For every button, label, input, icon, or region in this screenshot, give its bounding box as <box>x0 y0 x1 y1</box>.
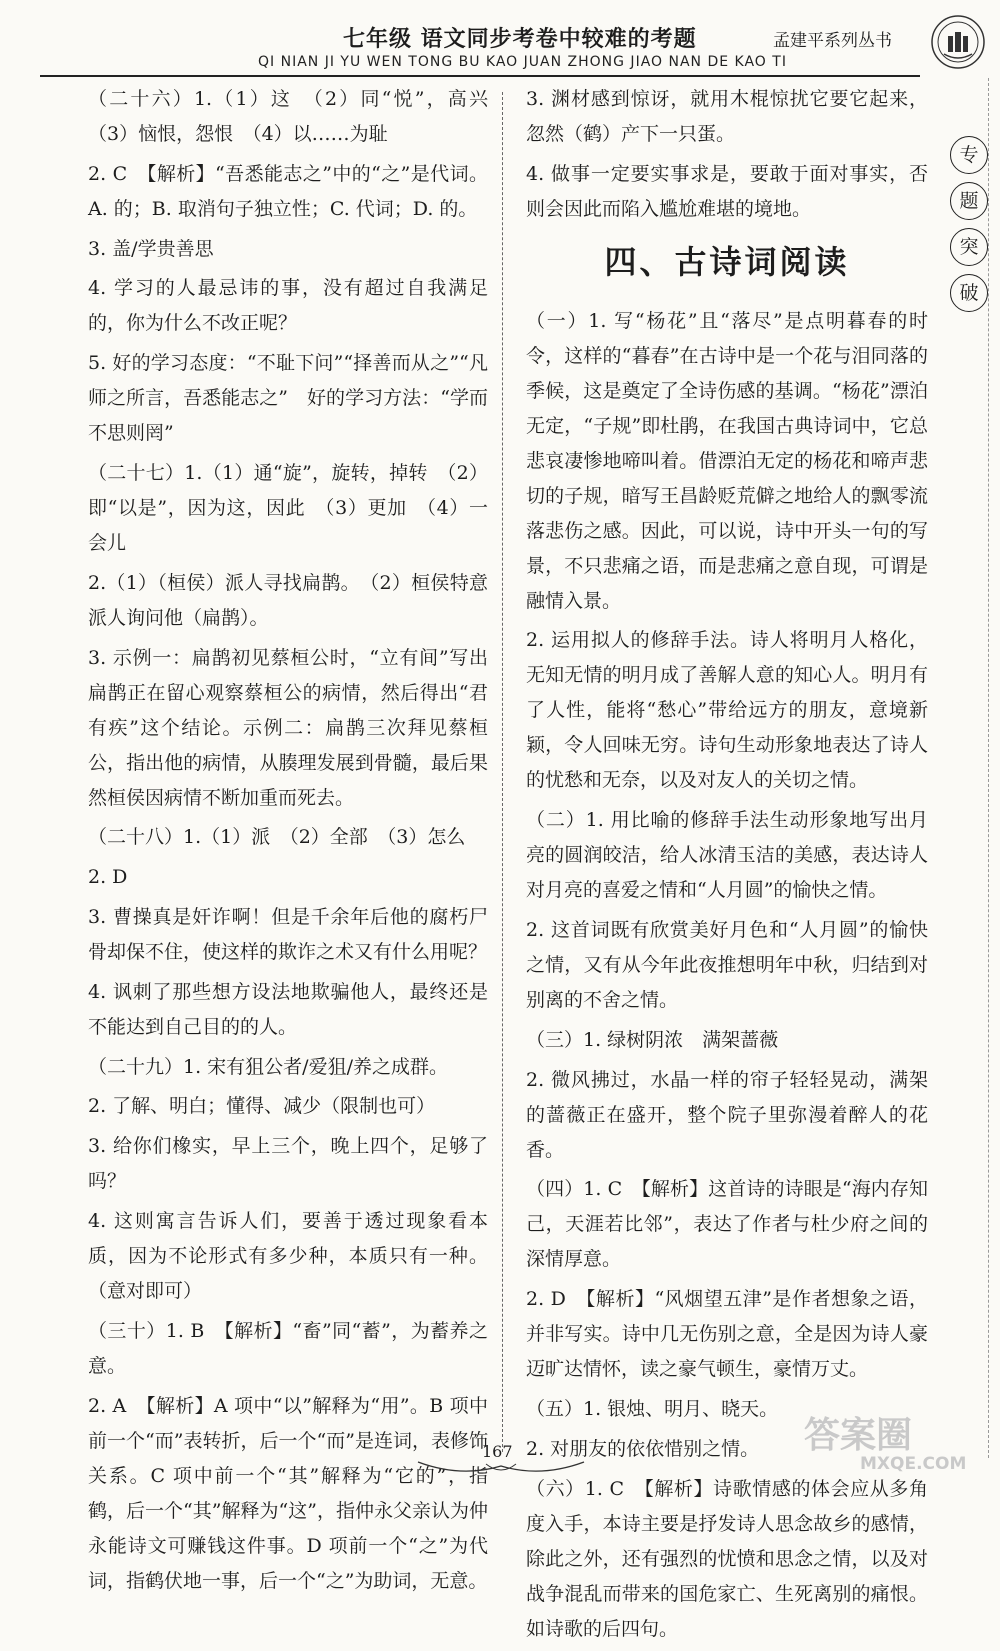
answer-29-2: 2. 了解、明白；懂得、减少（限制也可） <box>88 1095 436 1118</box>
side-badge-2: 题 <box>950 182 988 220</box>
answer-28-4: 4. 讽刺了那些想方设法地欺骗他人，最终还是不能达到自己目的的人。 <box>88 980 488 1038</box>
poem-2-1: （二）1. 用比喻的修辞手法生动形象地写出月亮的圆润皎洁，给人冰清玉洁的美感，表达诗人对月亮的喜爱之情和“人月圆”的愉快之情。 <box>526 809 928 902</box>
poem-4-2: 2. D 【解析】“风烟望五津”是作者想象之语，并非写实。诗中几无伤别之意，全是因为诗人豪迈旷达情怀，读之豪气顿生，豪情万丈。 <box>526 1288 928 1381</box>
answer-28-3: 3. 曹操真是奸诈啊！但是千余年后他的腐朽尸骨却保不住，使这样的欺诈之术又有什么用呢？ <box>88 905 488 963</box>
series-name: 孟建平系列丛书 <box>773 31 892 51</box>
book-title: 七年级 语文同步考卷中较难的考题 <box>343 26 697 52</box>
poem-1-1: （一）1. 写“杨花”且“落尽”是点明暮春的时令，这样的“暮春”在古诗中是一个花与泪同落的季候，这是奠定了全诗伤感的基调。“杨花”漂泊无定，“子规”即杜鹃，在我国古典诗词中，它总悲哀凄惨地啼叫着。借漂泊无定的杨花和啼声悲切的子规，暗写王昌龄贬荒僻之地给人的飘零流落悲伤之感。因此，可以说，诗中开头一句的写景，不只悲痛之语，而是悲痛之意自现，可谓是融情入景。 <box>526 309 928 612</box>
answer-28-1: （二十八）1.（1）派 （2）全部 （3）怎么 <box>88 826 466 849</box>
answer-30-3: 3. 渊材感到惊讶，就用木棍惊扰它要它起来，忽然（鹤）产下一只蛋。 <box>526 88 928 145</box>
column-divider <box>502 92 503 1452</box>
answer-26-5: 5. 好的学习态度：“不耻下问”“择善而从之”“凡师之所言，吾悉能志之” 好的学习方法：“学而不思则罔” <box>88 352 488 445</box>
poem-3-1: （三）1. 绿树阴浓 满架蔷薇 <box>526 1028 779 1051</box>
poem-4-1: （四）1. C 【解析】这首诗的诗眼是“海内存知己，天涯若比邻”，表达了作者与杜少府之间的深情厚意。 <box>526 1178 928 1271</box>
answer-29-3: 3. 给你们橡实，早上三个，晚上四个，足够了吗？ <box>88 1135 488 1193</box>
poem-2-2: 2. 这首词既有欣赏美好月色和“人月圆”的愉快之情，又有从今年此夜推想明年中秋，归结到对别离的不舍之情。 <box>526 918 928 1011</box>
page-number: 167 <box>482 1442 513 1461</box>
answer-27-2: 2.（1）（桓侯）派人寻找扁鹊。 （2）桓侯特意派人询问他（扁鹊）。 <box>88 571 488 629</box>
side-badge-3: 突 <box>950 228 988 266</box>
answer-28-2: 2. D <box>88 866 128 889</box>
poem-5-2: 2. 对朋友的依依惜别之情。 <box>526 1437 760 1460</box>
answer-26-1: （二十六）1.（1）这 （2）同“悦”，高兴 （3）恼恨，怨恨 （4）以……为耻 <box>88 88 508 145</box>
answer-29-4: 4. 这则寓言告诉人们，要善于透过现象看本质，因为不论形式有多少种，本质只有一种。（意对即可） <box>88 1209 488 1302</box>
page-header <box>0 0 1000 78</box>
series-logo-icon <box>930 14 986 70</box>
answer-26-3: 3. 盖/学贵善思 <box>88 237 214 260</box>
section-title: 四、古诗词阅读 <box>604 242 850 281</box>
side-badge-4: 破 <box>950 274 988 312</box>
answer-29-1: （二十九）1. 宋有狙公者/爱狙/养之成群。 <box>88 1055 448 1078</box>
answer-27-3: 3. 示例一：扁鹊初见蔡桓公时，“立有间”写出扁鹊正在留心观察蔡桓公的病情，然后得出“君有疾”这个结论。示例二：扁鹊三次拜见蔡桓公，指出他的病情，从腠理发展到骨髓，最后果然桓侯因病情不断加重而死去。 <box>88 646 488 809</box>
watermark-url: MXQE.COM <box>860 1454 967 1474</box>
answer-27-1: （二十七）1.（1）通“旋”，旋转，掉转 （2）即“以是”，因为这，因此 （3）更加 （4）一会儿 <box>88 461 488 554</box>
answer-30-4: 4. 做事一定要实事求是，要敢于面对事实，否则会因此而陷入尴尬难堪的境地。 <box>526 162 928 220</box>
watermark-logo <box>800 1405 990 1475</box>
header-rule <box>40 75 920 77</box>
poem-6-1: （六）1. C 【解析】诗歌情感的体会应从多角度入手，本诗主要是抒发诗人思念故乡的感情，除此之外，还有强烈的忧愤和思念之情，以及对战争混乱而带来的国危家亡、生死离别的痛恨。如诗歌的后四句。 <box>526 1477 928 1640</box>
poem-3-2: 2. 微风拂过，水晶一样的帘子轻轻晃动，满架的蔷薇正在盛开，整个院子里弥漫着醉人的花香。 <box>526 1068 928 1161</box>
poem-1-2: 2. 运用拟人的修辞手法。诗人将明月人格化，无知无情的明月成了善解人意的知心人。明月有了人性，能将“愁心”带给远方的朋友，意境新颖，令人回味无穷。诗句生动形象地表达了诗人的忧愁和无奈，以及对友人的关切之情。 <box>526 629 928 792</box>
footer-ornament-icon <box>416 1458 586 1478</box>
side-dashed-line <box>988 78 989 1458</box>
answer-30-1: （三十）1. B 【解析】“畜”同“蓄”，为蓄养之意。 <box>88 1319 488 1377</box>
answer-26-2: 2. C 【解析】“吾悉能志之”中的“之”是代词。A. 的；B. 取消句子独立性；C. 代词；D. 的。 <box>88 162 488 220</box>
answer-26-4: 4. 学习的人最忌讳的事，没有超过自我满足的，你为什么不改正呢？ <box>88 277 488 335</box>
side-badge-1: 专 <box>950 136 988 174</box>
answer-30-2: 2. A 【解析】A 项中“以”解释为“用”。B 项中前一个“而”表转折，后一个“而”是连词，表修饰关系。C 项中前一个“其”解释为“它的”，指鹤，后一个“其”解释为“这”，指仲永父亲认为仲永能诗文可赚钱这件事。D 项前一个“之”为代词，指鹤伏地一事，后一个“之”为助词，无意。 <box>88 1394 488 1592</box>
watermark-main: 答案圈 <box>804 1415 913 1456</box>
title-pinyin: QI NIAN JI YU WEN TONG BU KAO JUAN ZHONG JIAO NAN DE KAO TI <box>258 54 787 70</box>
poem-5-1: （五）1. 银烛、明月、晓天。 <box>526 1397 779 1420</box>
